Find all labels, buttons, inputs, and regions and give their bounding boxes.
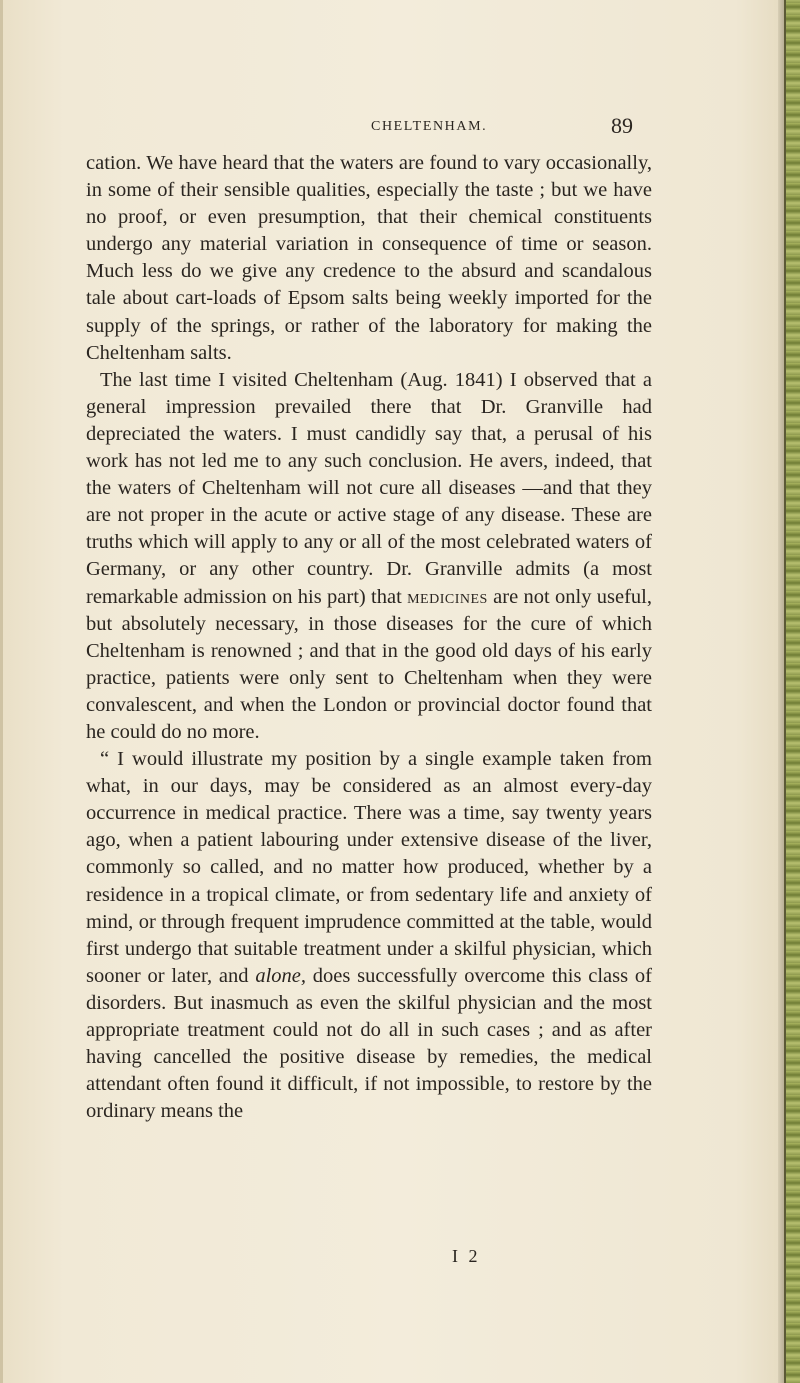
running-head: CHELTENHAM. [371,119,488,134]
text-run: “ I would illustrate my position by a single example taken from what, in our days, may be considered as an almost every-day occurrence in medical practice. There was a time, say twenty years ago, when a patient labouring under extensive disease of the liver, commonly so called, and no matter how produced, whether by a residence in a tropical climate, or from sedentary life and anxiety of mind, or through frequent imprudence committed at the table, would first undergo that suitable treatment under a skilful physician, which sooner or later, and [86,748,652,987]
text-run: are not only useful, but absolutely necessary, in those diseases for the cure of which Cheltenham is renowned ; and that in the good old days of his early practice, patients were only sent to Cheltenham when they were convalescent, and when the London or provincial doctor found that he could do no more. [86,585,653,743]
text-run: does successfully overcome this class of disorders. But inasmuch as even the skilful physician and the most appropriate treatment could not do all in such cases ; and as after having cancelled the positive disease by remedies, the medical attendant often found it difficult, if not impossible, to restore by the ordinary means the [86,964,652,1123]
page-header [0,113,800,143]
small-caps-word: medicines [407,585,488,608]
book-spine-edge [784,0,800,1383]
body-text [86,150,652,1125]
text-run: The last time I visited Cheltenham (Aug. 1841) I observed that a general impression prevailed there that Dr. Granville had depreciated the waters. I must candidly say that, a perusal of his work has not led me to any such conclusion. He avers, indeed, that the waters of Cheltenham will not cure all diseases —and that they are not proper in the acute or active stage of any disease. These are truths which will apply to any or all of the most celebrated waters of Germany, or any other country. Dr. Granville admits (a most remarkable admission on his part) that [86,368,652,608]
page-left-edge [0,0,3,1383]
page-number: 89 [611,113,633,138]
paragraph: cation. We have heard that the waters are found to vary occasionally, in some of their sensible qualities, especially the taste ; but we have no proof, or even presumption, that their chemical constituents undergo any material variation in consequence of time or season. Much less do we give any credence to the absurd and scandalous tale about cart-loads of Epsom salts being weekly imported for the supply of the springs, or rather of the laboratory for making the Cheltenham salts. [86,152,652,364]
paragraph [86,367,652,746]
italic-word: alone, [255,964,306,987]
signature-mark: I 2 [452,1246,481,1266]
paragraph [86,746,652,1125]
